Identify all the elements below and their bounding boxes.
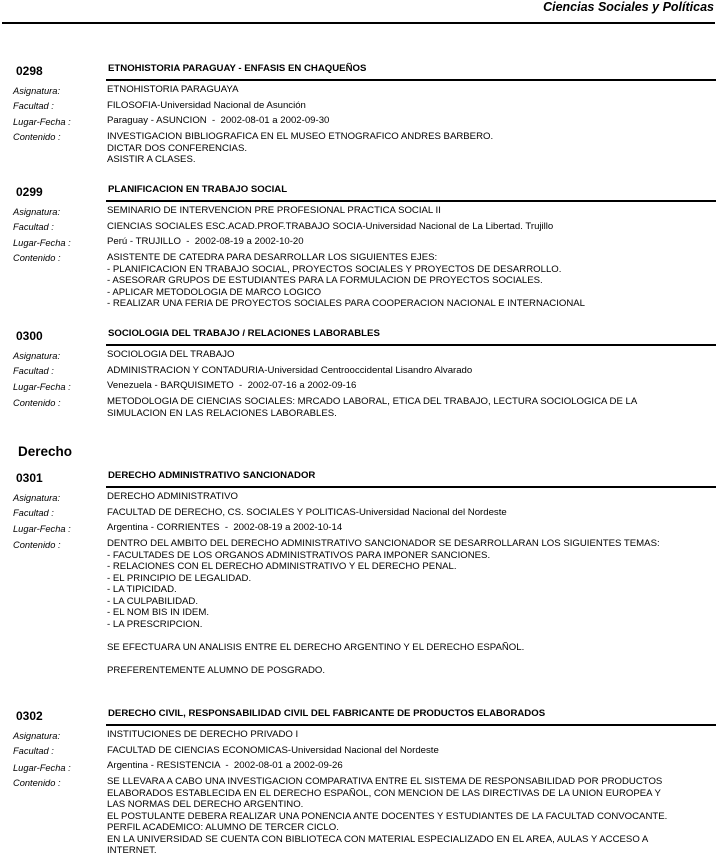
contenido-value: ASISTENTE DE CATEDRA PARA DESARROLLAR LOS SIGUIENTES EJES: - PLANIFICACION EN TRABAJO SOCIAL, PROYECTOS SOCIALES Y PROYECTOS DE DESARROLLO. - ASESORAR GRUPOS DE ESTUDIANTES PARA LA FORMULACION DE PROYECTOS SOCIALES. - APLICAR METODOLOGIA DE MARCO LOGICO - REALIZAR UNA FERIA DE PROYECTOS SOCIALES PARA COOPERACION NACIONAL E INTERNACIONAL: [107, 252, 586, 309]
entry-code: 0302: [16, 709, 43, 723]
entry-rule: [106, 486, 716, 488]
facultad-value: FILOSOFIA-Universidad Nacional de Asunción: [107, 100, 306, 111]
facultad-label: Facultad :: [13, 746, 54, 756]
lugar-fecha-value: Perú - TRUJILLO - 2002-08-19 a 2002-10-20: [107, 236, 304, 247]
entry-code: 0298: [16, 64, 43, 78]
lugar-fecha-value: Venezuela - BARQUISIMETO - 2002-07-16 a 2002-09-16: [107, 380, 357, 391]
lugar-fecha-value: Paraguay - ASUNCION - 2002-08-01 a 2002-09-30: [107, 115, 330, 126]
entry-rule: [106, 344, 716, 346]
entry-title: DERECHO ADMINISTRATIVO SANCIONADOR: [108, 470, 316, 481]
header-title: Ciencias Sociales y Políticas: [543, 0, 714, 14]
facultad-value: FACULTAD DE CIENCIAS ECONOMICAS-Universidad Nacional del Nordeste: [107, 745, 439, 756]
lugar-fecha-value: Argentina - RESISTENCIA - 2002-08-01 a 2002-09-26: [107, 760, 343, 771]
page-header: [0, 0, 717, 24]
asignatura-label: Asignatura:: [13, 731, 61, 741]
lugar-fecha-label: Lugar-Fecha :: [13, 117, 71, 127]
section-heading: Derecho: [18, 444, 73, 459]
contenido-label: Contenido :: [13, 132, 61, 142]
header-rule: [2, 22, 715, 24]
asignatura-value: SEMINARIO DE INTERVENCION PRE PROFESIONAL PRACTICA SOCIAL II: [107, 205, 441, 216]
entry-title: SOCIOLOGIA DEL TRABAJO / RELACIONES LABORABLES: [108, 328, 380, 339]
contenido-label: Contenido :: [13, 540, 61, 550]
entry-code: 0301: [16, 471, 43, 485]
asignatura-label: Asignatura:: [13, 351, 61, 361]
asignatura-label: Asignatura:: [13, 207, 61, 217]
lugar-fecha-label: Lugar-Fecha :: [13, 382, 71, 392]
lugar-fecha-label: Lugar-Fecha :: [13, 524, 71, 534]
entry-title: DERECHO CIVIL, RESPONSABILIDAD CIVIL DEL FABRICANTE DE PRODUCTOS ELABORADOS: [108, 708, 546, 719]
facultad-value: ADMINISTRACION Y CONTADURIA-Universidad Centrooccidental Lisandro Alvarado: [107, 365, 473, 376]
contenido-label: Contenido :: [13, 253, 61, 263]
asignatura-label: Asignatura:: [13, 86, 61, 96]
entry-title: PLANIFICACION EN TRABAJO SOCIAL: [108, 184, 288, 195]
facultad-label: Facultad :: [13, 508, 54, 518]
contenido-value: SE LLEVARA A CABO UNA INVESTIGACION COMPARATIVA ENTRE EL SISTEMA DE RESPONSABILIDAD POR PRODUCTOS ELABORADOS ESTABLECIDA EN EL DERECHO ESPAÑOL, CON MENCION DE LAS DIRECTIVAS DE LA UNION EUROPEA Y LAS NORMAS DEL DERECHO ARGENTINO. EL POSTULANTE DEBERA REALIZAR UNA PONENCIA ANTE DOCENTES Y ESTUDIANTES DE LA FACULTAD CONVOCANTE. PERFIL ACADEMICO: ALUMNO DE TERCER CICLO. EN LA UNIVERSIDAD SE CUENTA CON BIBLIOTECA CON MATERIAL ESPECIALIZADO EN EL AREA, AULAS Y ACCESO A INTERNET.: [107, 776, 668, 856]
contenido-label: Contenido :: [13, 778, 61, 788]
facultad-label: Facultad :: [13, 222, 54, 232]
asignatura-value: DERECHO ADMINISTRATIVO: [107, 491, 238, 502]
asignatura-value: SOCIOLOGIA DEL TRABAJO: [107, 349, 235, 360]
entry-rule: [106, 79, 716, 81]
entry-code: 0300: [16, 329, 43, 343]
entry-rule: [106, 200, 716, 202]
asignatura-value: INSTITUCIONES DE DERECHO PRIVADO I: [107, 729, 299, 740]
contenido-label: Contenido :: [13, 398, 61, 408]
facultad-label: Facultad :: [13, 366, 54, 376]
contenido-value: METODOLOGIA DE CIENCIAS SOCIALES: MRCADO LABORAL, ETICA DEL TRABAJO, LECTURA SOCIOLOGICA DE LA SIMULACION EN LAS RELACIONES LABORABLES.: [107, 396, 638, 419]
entry-title: ETNOHISTORIA PARAGUAY - ENFASIS EN CHAQUEÑOS: [108, 63, 367, 74]
entry-rule: [106, 724, 716, 726]
lugar-fecha-label: Lugar-Fecha :: [13, 238, 71, 248]
facultad-value: FACULTAD DE DERECHO, CS. SOCIALES Y POLITICAS-Universidad Nacional del Nordeste: [107, 507, 507, 518]
entry-code: 0299: [16, 185, 43, 199]
contenido-value: DENTRO DEL AMBITO DEL DERECHO ADMINISTRATIVO SANCIONADOR SE DESARROLLARAN LOS SIGUIENTES TEMAS: - FACULTADES DE LOS ORGANOS ADMINISTRATIVOS PARA IMPONER SANCIONES. - RELACIONES CON EL DERECHO ADMINISTRATIVO Y EL DERECHO PENAL. - EL PRINCIPIO DE LEGALIDAD. - LA TIPICIDAD. - LA CULPABILIDAD. - EL NOM BIS IN IDEM. - LA PRESCRIPCION. SE EFECTUARA UN ANALISIS ENTRE EL DERECHO ARGENTINO Y EL DERECHO ESPAÑOL. PREFERENTEMENTE ALUMNO DE POSGRADO.: [107, 538, 660, 676]
lugar-fecha-value: Argentina - CORRIENTES - 2002-08-19 a 2002-10-14: [107, 522, 343, 533]
contenido-value: INVESTIGACION BIBLIOGRAFICA EN EL MUSEO ETNOGRAFICO ANDRES BARBERO. DICTAR DOS CONFERENCIAS. ASISTIR A CLASES.: [107, 131, 494, 165]
asignatura-label: Asignatura:: [13, 493, 61, 503]
facultad-value: CIENCIAS SOCIALES ESC.ACAD.PROF.TRABAJO SOCIA-Universidad Nacional de La Libertad. Trujillo: [107, 221, 554, 232]
lugar-fecha-label: Lugar-Fecha :: [13, 763, 71, 773]
facultad-label: Facultad :: [13, 101, 54, 111]
asignatura-value: ETNOHISTORIA PARAGUAYA: [107, 84, 239, 95]
